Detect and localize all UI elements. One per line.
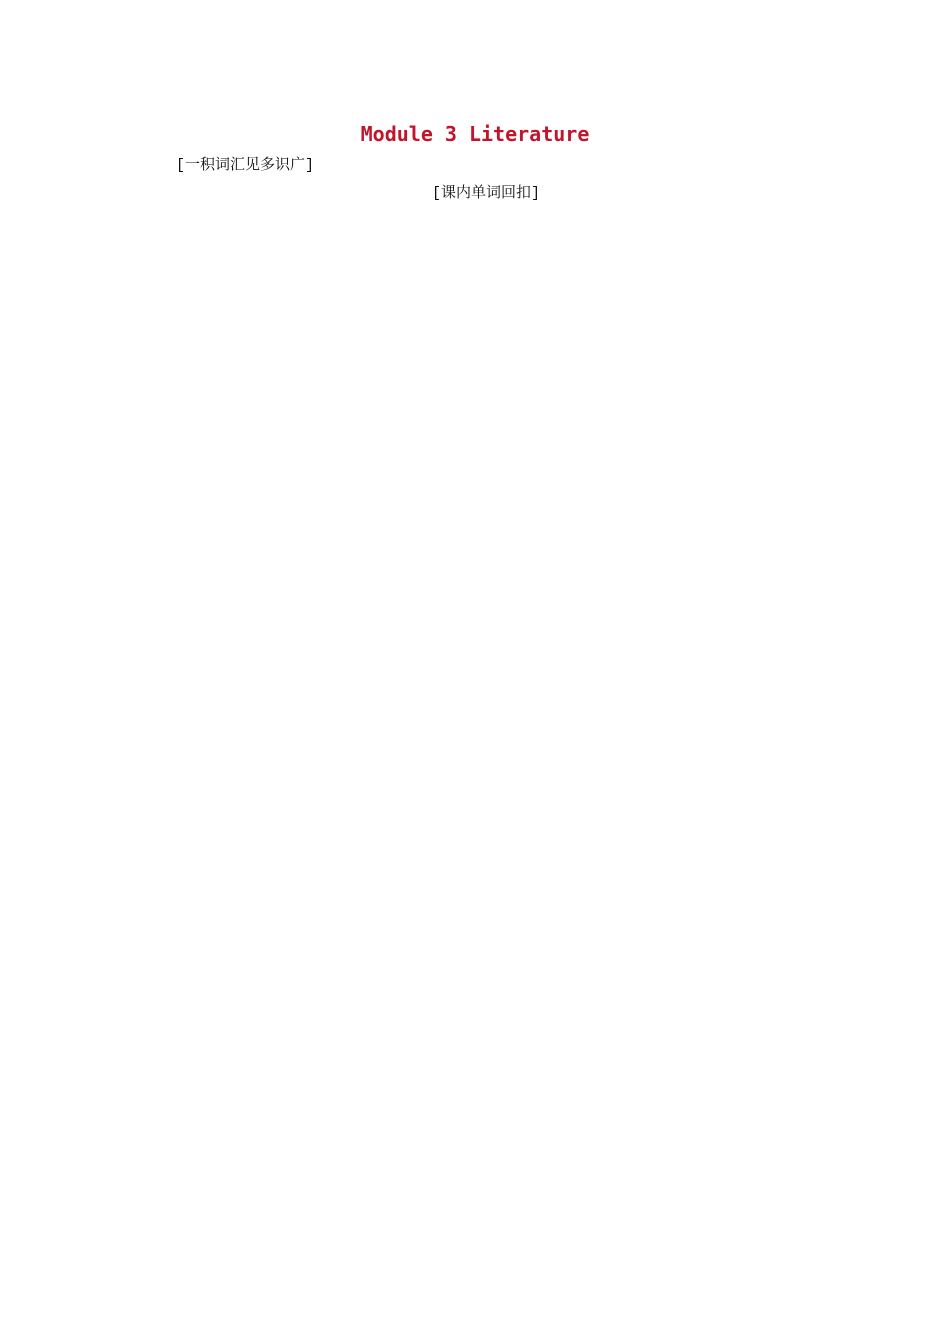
vocab-item [386,432,395,454]
vocab-item [386,544,395,566]
subsection-header: [课内单词回扣] [432,185,541,202]
vocab-item [176,488,185,510]
vocab-item [176,404,185,426]
vocab-item [386,516,395,538]
section-header: [一积词汇见多识广] [176,157,315,174]
vocab-item [461,404,470,426]
vocab-item [176,572,185,594]
vocab-item [176,460,185,482]
page-title: Module 3 Literature [360,122,590,146]
vocab-item [176,544,185,566]
vocab-item [176,516,185,538]
vocab-item [386,488,395,510]
vocab-item [176,432,185,454]
vocab-item [402,572,411,594]
vocab-item [394,460,403,482]
